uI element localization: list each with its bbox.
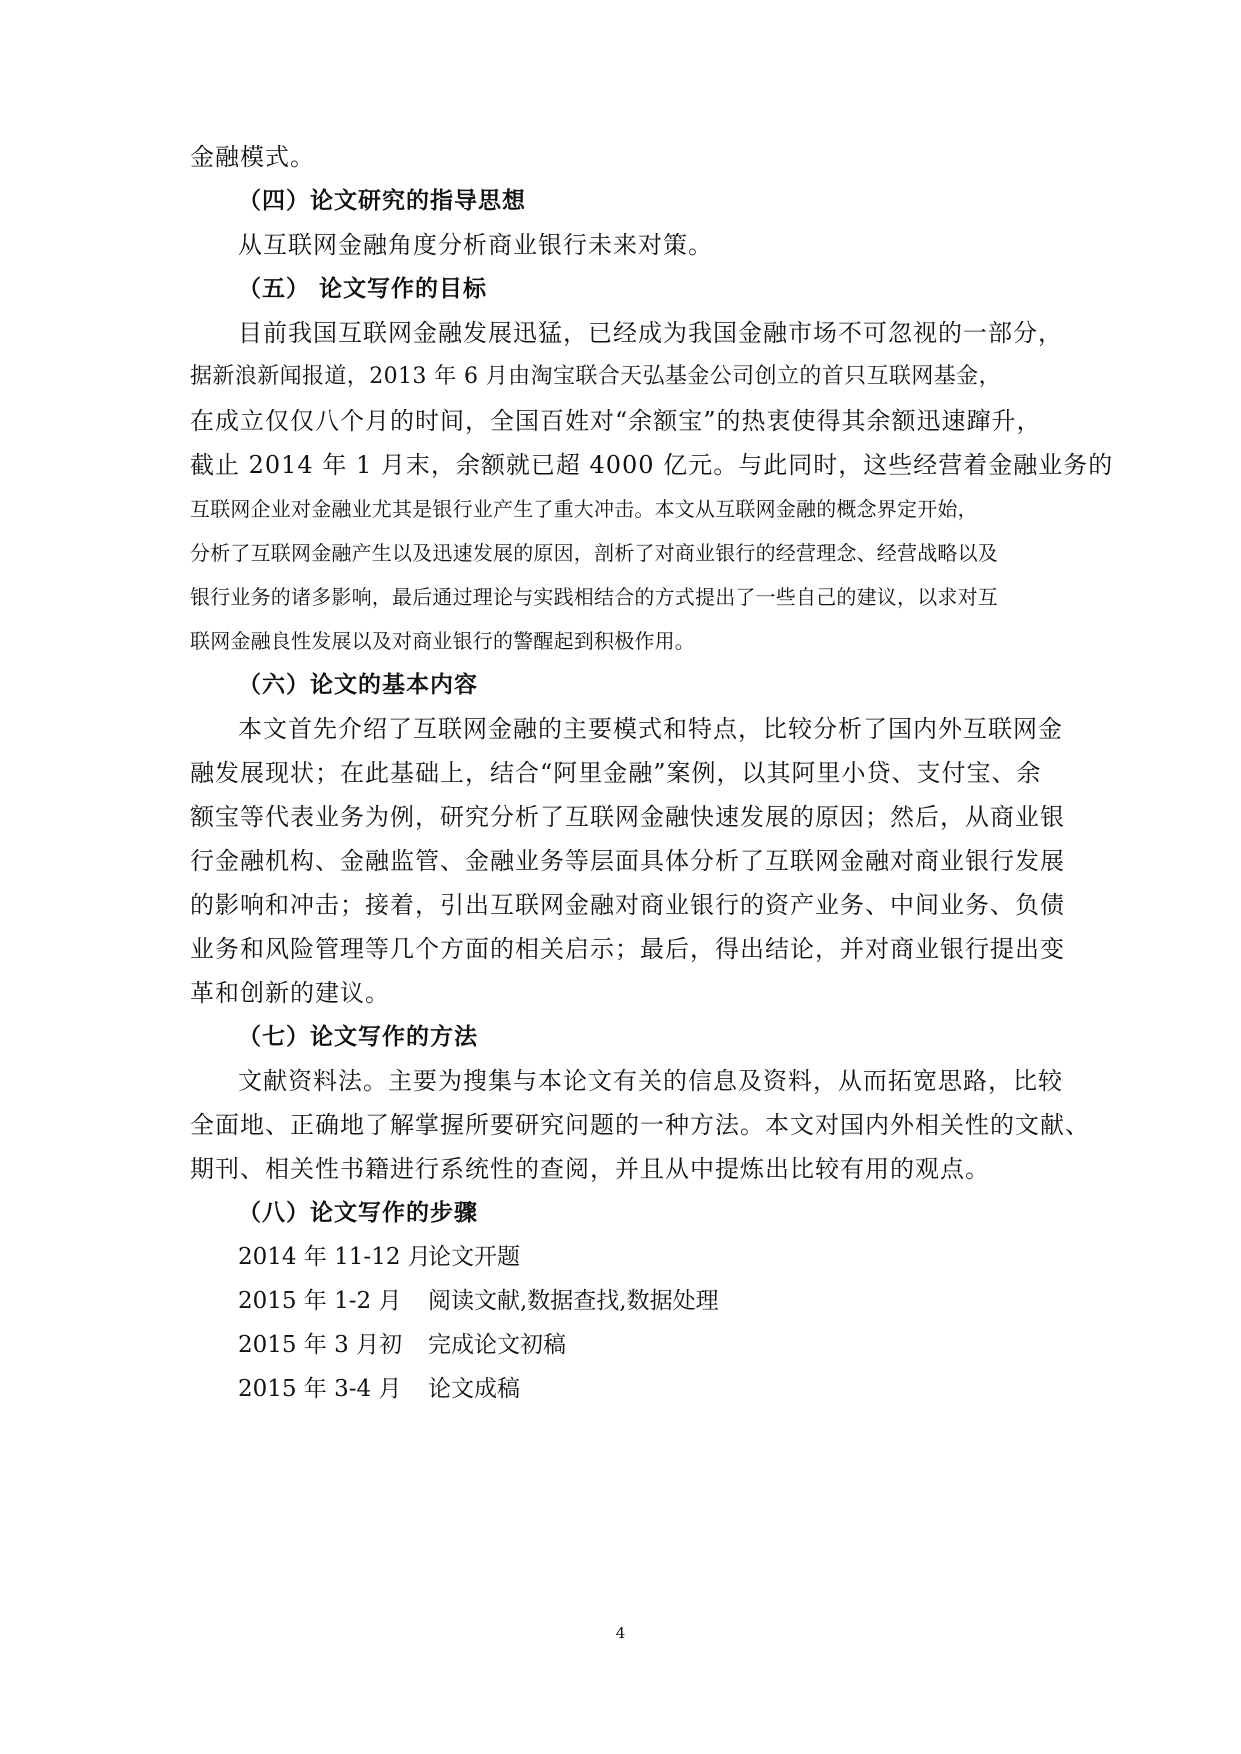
paragraph-line: 额宝等代表业务为例，研究分析了互联网金融快速发展的原因；然后，从商业银 <box>190 803 1065 831</box>
paragraph-line: 全面地、正确地了解掌握所要研究问题的一种方法。本文对国内外相关性的文献、 <box>190 1111 1090 1139</box>
section-heading-4: （四）论文研究的指导思想 <box>238 188 526 214</box>
schedule-date: 2015 年 3-4 月 <box>238 1376 402 1402</box>
section-heading-5: （五） 论文写作的目标 <box>238 276 488 302</box>
schedule-row <box>238 1286 719 1316</box>
schedule-row <box>238 1330 566 1360</box>
schedule-date: 2015 年 3 月初 <box>238 1332 403 1358</box>
paragraph-line: 分析了互联网金融产生以及迅速发展的原因，剖析了对商业银行的经营理念、经营战略以及 <box>190 541 998 565</box>
paragraph-line: 革和创新的建议。 <box>190 979 390 1007</box>
schedule-date: 2014 年 11-12 月 <box>238 1244 431 1270</box>
schedule-task: 完成论文初稿 <box>428 1332 566 1358</box>
paragraph-line: 互联网企业对金融业尤其是银行业产生了重大冲击。本文从互联网金融的概念界定开始， <box>190 497 978 521</box>
paragraph-line: 融发展现状；在此基础上，结合“阿里金融”案例，以其阿里小贷、支付宝、余 <box>190 759 1042 787</box>
schedule-date: 2015 年 1-2 月 <box>238 1288 402 1314</box>
schedule-task: 论文成稿 <box>428 1376 520 1402</box>
paragraph-line: 目前我国互联网金融发展迅猛，已经成为我国金融市场不可忽视的一部分， <box>238 319 1063 347</box>
paragraph-line: 联网金融良性发展以及对商业银行的警醒起到积极作用。 <box>190 629 695 653</box>
paragraph-line: 银行业务的诸多影响，最后通过理论与实践相结合的方式提出了一些自己的建议，以求对互 <box>190 585 998 609</box>
paragraph-line: 期刊、相关性书籍进行系统性的查阅，并且从中提炼出比较有用的观点。 <box>190 1155 990 1183</box>
paragraph-line: 从互联网金融角度分析商业银行未来对策。 <box>238 231 713 259</box>
paragraph-line: 的影响和冲击；接着，引出互联网金融对商业银行的资产业务、中间业务、负债 <box>190 891 1065 919</box>
paragraph-line: 文献资料法。主要为搜集与本论文有关的信息及资料，从而拓宽思路，比较 <box>238 1067 1063 1095</box>
paragraph-line: 在成立仅仅八个月的时间，全国百姓对“余额宝”的热衷使得其余额迅速蹿升， <box>190 407 1042 435</box>
paragraph-line: 截止 2014 年 1 月末，余额就已超 4000 亿元。与此同时，这些经营着金融业务的 <box>190 451 1114 479</box>
schedule-row <box>238 1242 520 1272</box>
schedule-task: 论文开题 <box>428 1244 520 1270</box>
schedule-task: 阅读文献,数据查找,数据处理 <box>428 1288 719 1314</box>
section-heading-8: （八）论文写作的步骤 <box>238 1200 478 1226</box>
paragraph-line: 本文首先介绍了互联网金融的主要模式和特点，比较分析了国内外互联网金 <box>238 715 1063 743</box>
paragraph-line: 行金融机构、金融监管、金融业务等层面具体分析了互联网金融对商业银行发展 <box>190 847 1065 875</box>
section-heading-7: （七）论文写作的方法 <box>238 1024 478 1050</box>
paragraph-line: 金融模式。 <box>190 143 315 171</box>
page-number: 4 <box>615 1624 626 1642</box>
paragraph-line: 业务和风险管理等几个方面的相关启示；最后，得出结论，并对商业银行提出变 <box>190 935 1065 963</box>
section-heading-6: （六）论文的基本内容 <box>238 672 478 698</box>
schedule-row <box>238 1374 520 1404</box>
paragraph-line: 据新浪新闻报道，2013 年 6 月由淘宝联合天弘基金公司创立的首只互联网基金， <box>190 364 1001 389</box>
